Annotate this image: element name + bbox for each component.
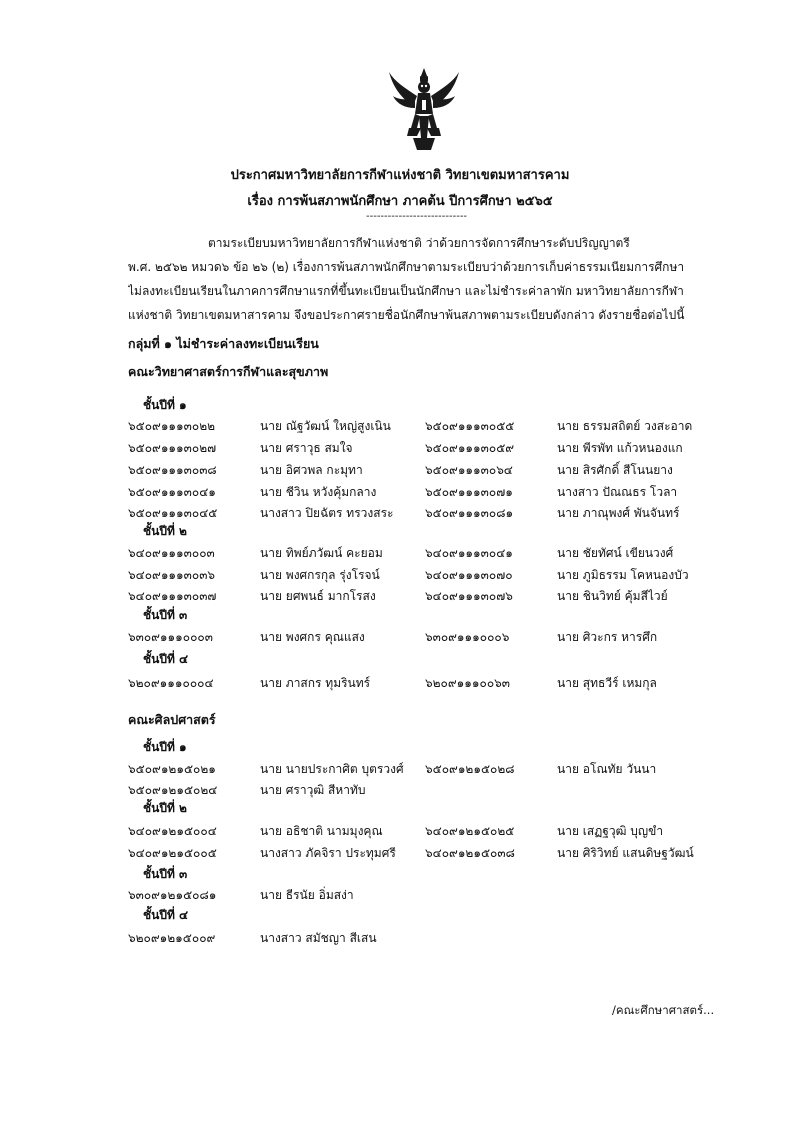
- year-heading: ชั้นปีที่ ๒: [143, 524, 187, 538]
- student-name: นาย ณัฐวัฒน์ ใหญ่สูงเนิน: [260, 419, 391, 433]
- student-id: ๖๒๐๙๑๑๑๐๐๐๔: [128, 676, 214, 690]
- student-id: ๖๓๐๙๑๑๑๐๐๐๖: [425, 630, 510, 644]
- student-name: นาย ชัยทัศน์ เขียนวงศ์: [557, 546, 674, 560]
- student-id: ๖๔๐๙๑๑๑๓๐๗๖: [425, 589, 513, 603]
- student-row: [0, 844, 800, 862]
- student-id: ๖๔๐๙๑๑๑๓๐๓๗: [128, 589, 217, 603]
- student-row: [0, 566, 800, 584]
- year-heading: ชั้นปีที่ ๑: [143, 398, 187, 412]
- year-heading: ชั้นปีที่ ๓: [143, 867, 188, 881]
- student-name: นาย ภาสกร ทุมรินทร์: [260, 676, 371, 690]
- garuda-emblem-icon: [387, 66, 461, 152]
- student-id: ๖๕๐๙๑๑๑๓๐๓๘: [128, 463, 217, 477]
- student-name: นาย ธรรมสถิตย์ วงสะอาด: [557, 419, 693, 433]
- student-name: นาย พีรพัท แก้วหนองแก: [557, 441, 683, 455]
- student-id: ๖๕๐๙๑๑๑๓๐๘๑: [425, 506, 514, 520]
- student-id: ๖๕๐๙๑๑๑๓๐๗๑: [425, 485, 513, 499]
- student-id: ๖๕๐๙๑๑๑๓๐๕๙: [425, 441, 515, 455]
- student-name: นางสาว ปัณณธร โวลา: [557, 485, 678, 499]
- student-id: ๖๔๐๙๑๑๑๓๐๔๑: [425, 546, 513, 560]
- student-name: นาย ทิพย์ภวัฒน์ คะยอม: [260, 546, 383, 560]
- student-id: ๖๕๐๙๑๒๑๕๐๒๔: [128, 783, 218, 797]
- student-id: ๖๕๐๙๑๑๑๓๐๔๑: [128, 485, 216, 499]
- student-id: ๖๕๐๙๑๒๑๕๐๒๑: [128, 762, 216, 776]
- student-name: นางสาว ภัคจิรา ประทุมศรี: [260, 846, 396, 860]
- student-name: นาย พงศกร คุณแสง: [260, 630, 365, 644]
- continuation-note: /คณะศึกษาศาสตร์...: [612, 1003, 715, 1017]
- student-id: ๖๔๐๙๑๑๑๓๐๓๖: [128, 568, 216, 582]
- student-name: นางสาว สมัชญา สีเสน: [260, 931, 377, 945]
- year-heading: ชั้นปีที่ ๑: [143, 740, 187, 754]
- student-id: ๖๔๐๙๑๒๑๕๐๒๕: [425, 824, 515, 838]
- year-heading: ชั้นปีที่ ๔: [143, 908, 189, 922]
- student-row: [0, 439, 800, 457]
- student-name: นาย ยศพนธ์ มากโรสง: [260, 589, 376, 603]
- student-name: นาย ชีวิน หวังคุ้มกลาง: [260, 485, 377, 499]
- announcement-title: ประกาศมหาวิทยาลัยการกีฬาแห่งชาติ วิทยาเขตมหาสารคาม: [230, 168, 570, 183]
- year-heading: ชั้นปีที่ ๓: [143, 608, 188, 622]
- student-row: [0, 929, 800, 947]
- student-id: ๖๕๐๙๑๑๑๓๐๒๒: [128, 419, 216, 433]
- student-id: ๖๒๐๙๑๒๑๕๐๐๙: [128, 931, 216, 945]
- student-name: นาย อิศวพล กะมุทา: [260, 463, 363, 477]
- year-heading: ชั้นปีที่ ๒: [143, 801, 187, 815]
- student-row: [0, 822, 800, 840]
- student-id: ๖๔๐๙๑๒๑๕๐๐๕: [128, 846, 217, 860]
- student-row: [0, 886, 800, 904]
- student-id: ๖๔๐๙๑๒๑๕๐๓๘: [425, 846, 515, 860]
- student-id: ๖๕๐๙๑๑๑๓๐๒๗: [128, 441, 217, 455]
- student-id: ๖๕๐๙๑๑๑๓๐๖๔: [425, 463, 513, 477]
- paragraph-line: พ.ศ. ๒๕๖๒ หมวด๖ ข้อ ๒๖ (๒) เรื่องการพ้นสภาพนักศึกษาตามระเบียบว่าด้วยการเก็บค่าธรรมเนียมการศึกษา: [128, 260, 685, 274]
- year-heading: ชั้นปีที่ ๔: [143, 652, 189, 666]
- student-id: ๖๕๐๙๑๒๑๕๐๒๘: [425, 762, 515, 776]
- student-row: [0, 781, 800, 799]
- student-name: นาย อโณทัย วันนา: [557, 762, 657, 776]
- student-row: [0, 760, 800, 778]
- student-row: [0, 483, 800, 501]
- student-name: นาย เสฏฐวุฒิ บุญขำ: [557, 824, 664, 838]
- student-row: [0, 587, 800, 605]
- paragraph-line: ไม่ลงทะเบียนเรียนในภาคการศึกษาแรกที่ขึ้นทะเบียนเป็นนักศึกษา และไม่ชำระค่าลาพัก มหาวิทยาลัยการกีฬา: [128, 284, 684, 298]
- title-separator: ----------------------------: [366, 211, 468, 222]
- student-row: [0, 544, 800, 562]
- student-name: นาย สิรศักดิ์ สีโนนยาง: [557, 463, 673, 477]
- student-name: นาย ศราวุธ สมใจ: [260, 441, 353, 455]
- student-row: [0, 504, 800, 522]
- student-id: ๖๔๐๙๑๒๑๕๐๐๔: [128, 824, 217, 838]
- paragraph-line: แห่งชาติ วิทยาเขตมหาสารคาม จึงขอประกาศรายชื่อนักศึกษาพ้นสภาพตามระเบียบดังกล่าว ดังรายชื่อต่อไปนี้: [128, 308, 685, 322]
- student-id: ๖๒๐๙๑๑๑๐๐๖๓: [425, 676, 510, 690]
- student-name: นาย สุทธวีร์ เหมกุล: [557, 676, 657, 690]
- student-row: [0, 628, 800, 646]
- group-heading: กลุ่มที่ ๑ ไม่ชำระค่าลงทะเบียนเรียน: [128, 336, 319, 351]
- paragraph-line: ตามระเบียบมหาวิทยาลัยการกีฬาแห่งชาติ ว่าด้วยการจัดการศึกษาระดับปริญญาตรี: [208, 236, 630, 250]
- student-name: นาย ศิริวิทย์ แสนดิษฐวัฒน์: [557, 846, 694, 860]
- student-name: นาย ธีรนัย อิ่มสง่า: [260, 888, 354, 902]
- student-row: [0, 674, 800, 692]
- student-name: นาย ชินวิทย์ คุ้มสีไวย์: [557, 589, 668, 603]
- student-row: [0, 461, 800, 479]
- student-name: นางสาว ปิยฉัตร ทรวงสระ: [260, 506, 394, 520]
- student-id: ๖๕๐๙๑๑๑๓๐๕๕: [425, 419, 515, 433]
- student-name: นาย นายประกาศิต บุตรวงศ์: [260, 762, 404, 776]
- student-name: นาย ศราวุฒิ สีหาทับ: [260, 783, 366, 797]
- student-name: นาย ภูมิธรรม โคหนองบัว: [557, 568, 689, 582]
- student-row: [0, 417, 800, 435]
- student-name: นาย พงศกรกุล รุ่งโรจน์: [260, 568, 380, 582]
- faculty-heading: คณะศิลปศาสตร์: [128, 712, 216, 727]
- student-id: ๖๔๐๙๑๑๑๓๐๐๓: [128, 546, 215, 560]
- student-id: ๖๓๐๙๑๒๑๕๐๘๑: [128, 888, 217, 902]
- student-id: ๖๔๐๙๑๑๑๓๐๗๐: [425, 568, 513, 582]
- student-id: ๖๕๐๙๑๑๑๓๐๔๕: [128, 506, 218, 520]
- student-id: ๖๓๐๙๑๑๑๐๐๐๓: [128, 630, 213, 644]
- student-name: นาย ศิวะกร หารศึก: [557, 630, 658, 644]
- student-name: นาย อธิชาติ นามมุงคุณ: [260, 824, 383, 838]
- student-name: นาย ภาณุพงศ์ พันจันทร์: [557, 506, 680, 520]
- faculty-heading: คณะวิทยาศาสตร์การกีฬาและสุขภาพ: [128, 364, 329, 379]
- announcement-paragraph: [128, 231, 694, 327]
- announcement-subject: เรื่อง การพ้นสภาพนักศึกษา ภาคต้น ปีการศึกษา ๒๕๖๕: [247, 194, 553, 209]
